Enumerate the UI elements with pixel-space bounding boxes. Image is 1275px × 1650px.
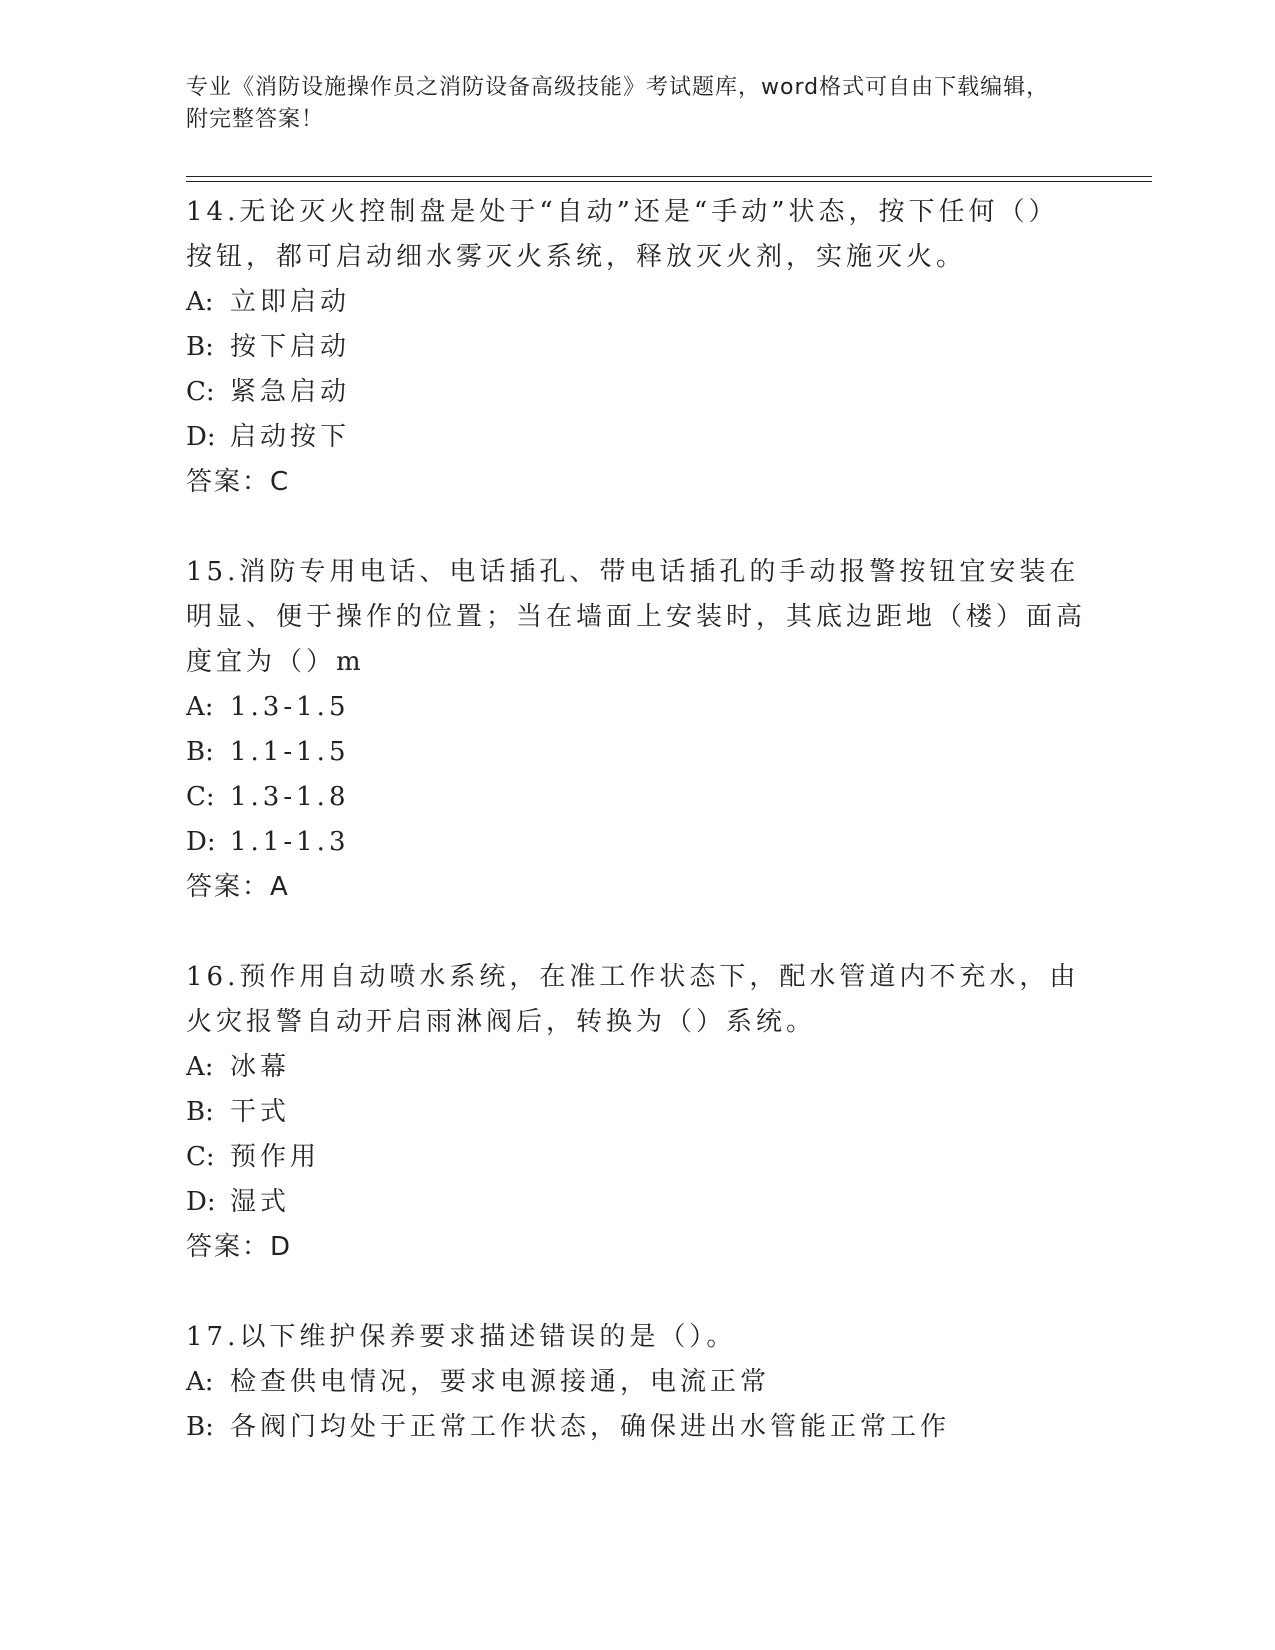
answer-line: 答案：A bbox=[186, 872, 290, 902]
option-text: 检查供电情况，要求电源接通，电流正常 bbox=[230, 1367, 771, 1397]
document-header: 专业《消防设施操作员之消防设备高级技能》考试题库，word格式可自由下载编辑，附完整答案！ bbox=[186, 75, 1050, 132]
question-text: 16.预作用自动喷水系统，在准工作状态下，配水管道内不充水，由火灾报警自动开启雨淋阀后，转换为（）系统。 bbox=[186, 962, 1080, 1037]
option-text: 立即启动 bbox=[230, 287, 351, 317]
option-d bbox=[186, 415, 1086, 460]
question-14 bbox=[186, 190, 1086, 505]
option-text: 紧急启动 bbox=[230, 377, 351, 407]
option-text: 1.3-1.5 bbox=[230, 692, 350, 722]
spacer bbox=[186, 505, 1086, 550]
option-text: 1.1-1.5 bbox=[230, 737, 350, 767]
answer-line: 答案：D bbox=[186, 1232, 293, 1262]
option-letter: A: bbox=[186, 1367, 214, 1397]
option-letter: D: bbox=[186, 422, 216, 452]
option-letter: D: bbox=[186, 827, 216, 857]
option-text: 各阀门均处于正常工作状态，确保进出水管能正常工作 bbox=[230, 1412, 951, 1442]
answer-line: 答案：C bbox=[186, 467, 291, 497]
option-b bbox=[186, 325, 1086, 370]
question-list bbox=[186, 190, 1086, 1450]
option-text: 1.3-1.8 bbox=[230, 782, 350, 812]
option-text: 冰幕 bbox=[230, 1052, 291, 1082]
question-text: 15.消防专用电话、电话插孔、带电话插孔的手动报警按钮宜安装在明显、便于操作的位置；当在墙面上安装时，其底边距地（楼）面高度宜为（）m bbox=[186, 557, 1087, 677]
question-text: 14.无论灭火控制盘是处于“自动”还是“手动”状态，按下任何（）按钮，都可启动细水雾灭火系统，释放灭火剂，实施灭火。 bbox=[186, 197, 1059, 272]
option-text: 启动按下 bbox=[230, 422, 351, 452]
option-text: 湿式 bbox=[230, 1187, 291, 1217]
header-divider-top bbox=[186, 176, 1152, 177]
option-text: 按下启动 bbox=[230, 332, 351, 362]
option-letter: B: bbox=[186, 1097, 214, 1127]
option-d bbox=[186, 820, 1086, 865]
option-letter: A: bbox=[186, 692, 214, 722]
option-letter: C: bbox=[186, 1142, 215, 1172]
spacer bbox=[186, 1270, 1086, 1315]
option-c bbox=[186, 775, 1086, 820]
question-17 bbox=[186, 1315, 1086, 1450]
question-text: 17.以下维护保养要求描述错误的是（）。 bbox=[186, 1322, 737, 1352]
option-text: 1.1-1.3 bbox=[230, 827, 350, 857]
option-b bbox=[186, 1405, 1086, 1450]
option-letter: B: bbox=[186, 332, 214, 362]
option-a bbox=[186, 1045, 1086, 1090]
header-divider-bottom bbox=[186, 181, 1152, 182]
option-d bbox=[186, 1180, 1086, 1225]
option-text: 预作用 bbox=[230, 1142, 321, 1172]
option-letter: A: bbox=[186, 287, 214, 317]
option-text: 干式 bbox=[230, 1097, 291, 1127]
option-letter: B: bbox=[186, 737, 214, 767]
option-letter: C: bbox=[186, 377, 215, 407]
option-c bbox=[186, 1135, 1086, 1180]
option-letter: B: bbox=[186, 1412, 214, 1442]
option-a bbox=[186, 280, 1086, 325]
option-letter: A: bbox=[186, 1052, 214, 1082]
option-b bbox=[186, 1090, 1086, 1135]
spacer bbox=[186, 910, 1086, 955]
option-letter: C: bbox=[186, 782, 215, 812]
question-15 bbox=[186, 550, 1086, 910]
option-a bbox=[186, 1360, 1086, 1405]
option-b bbox=[186, 730, 1086, 775]
question-16 bbox=[186, 955, 1086, 1270]
option-letter: D: bbox=[186, 1187, 216, 1217]
option-c bbox=[186, 370, 1086, 415]
option-a bbox=[186, 685, 1086, 730]
